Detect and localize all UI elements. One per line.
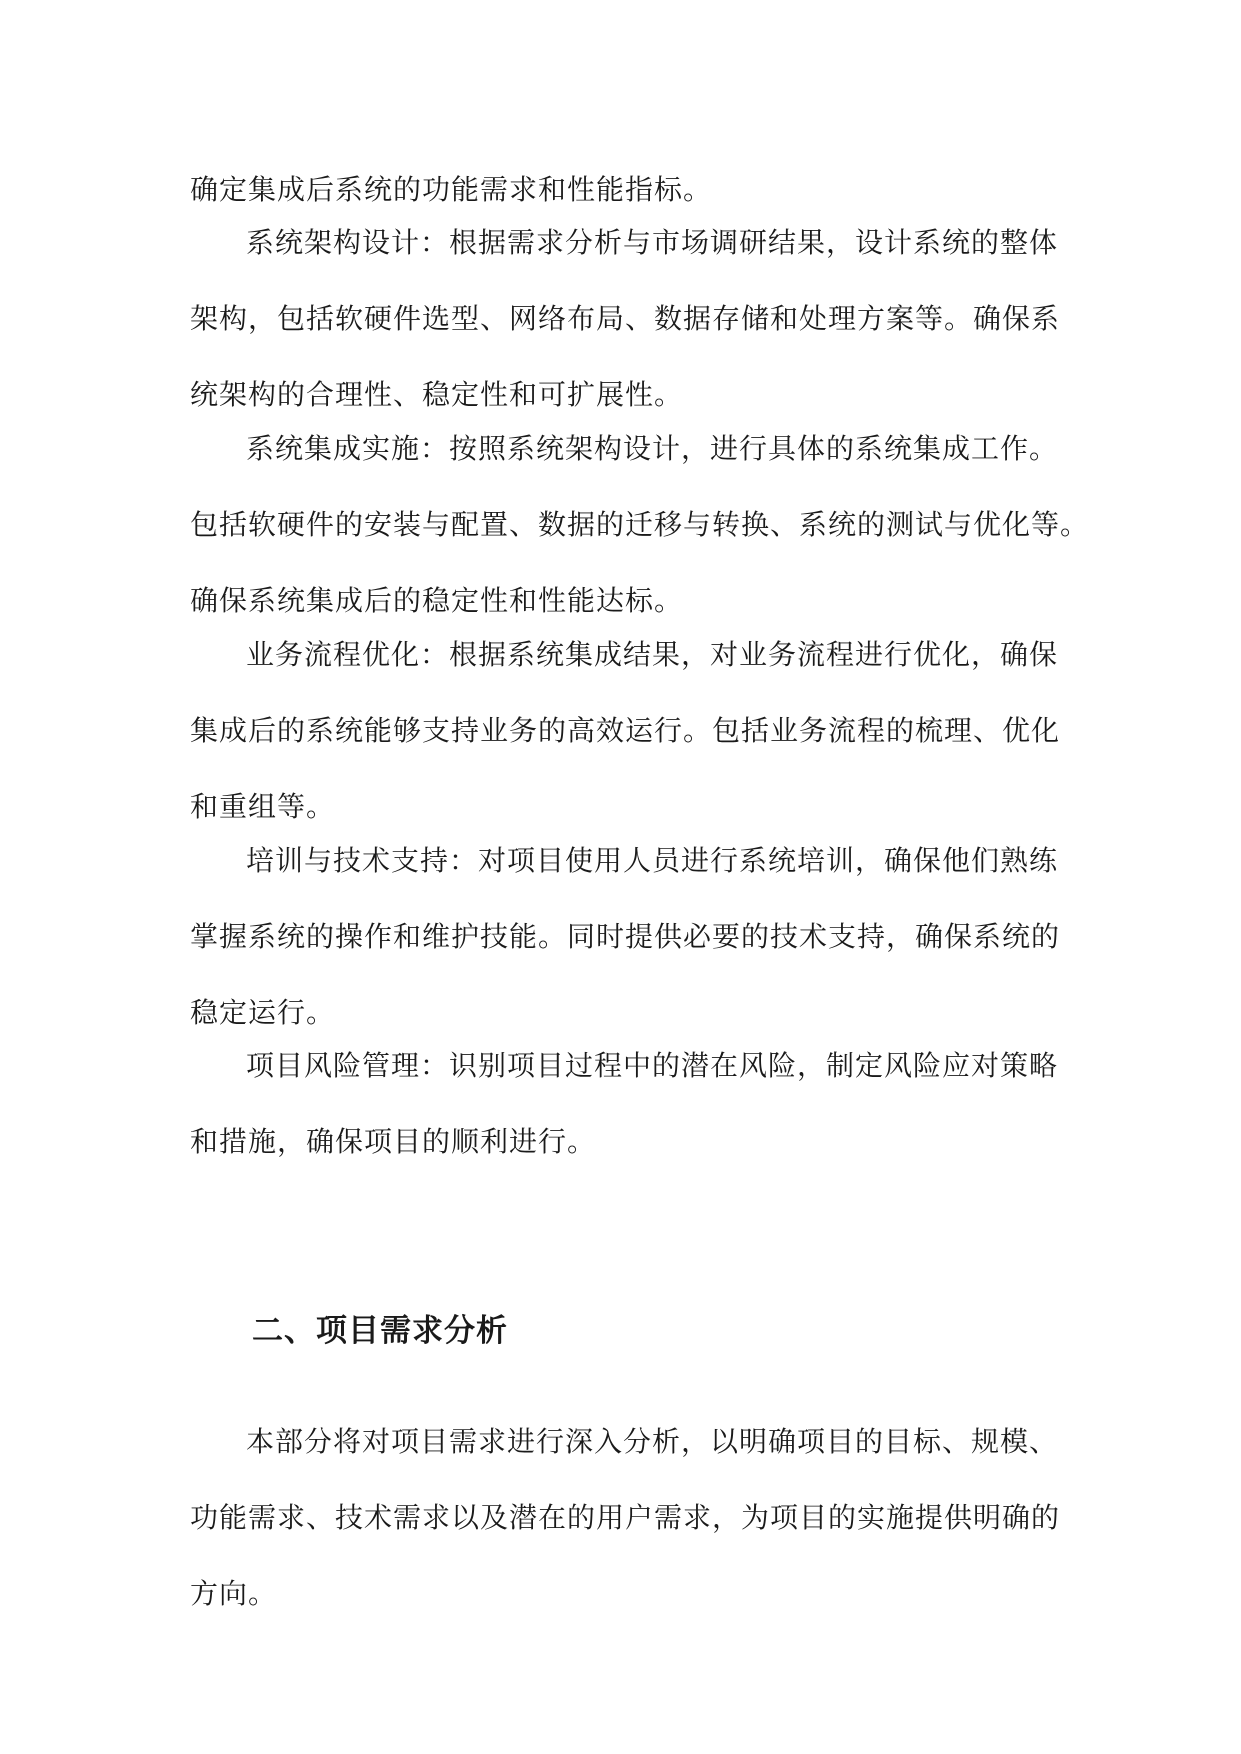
paragraph-risk-management — [190, 1028, 1060, 1180]
text-line: 本部分将对项目需求进行深入分析，以明确项目的目标、规模、 — [246, 1425, 1059, 1458]
text-line: 系统架构设计：根据需求分析与市场调研结果，设计系统的整体 — [246, 226, 1059, 259]
text-line: 和重组等。 — [190, 790, 336, 823]
text-line: 确定集成后系统的功能需求和性能指标。 — [190, 173, 713, 206]
text-line: 掌握系统的操作和维护技能。同时提供必要的技术支持，确保系统的 — [190, 920, 1061, 953]
paragraph-requirements-intro — [190, 1404, 1060, 1632]
text-line: 集成后的系统能够支持业务的高效运行。包括业务流程的梳理、优化 — [190, 714, 1061, 747]
text-line: 业务流程优化：根据系统集成结果，对业务流程进行优化，确保 — [246, 638, 1059, 671]
text-line: 统架构的合理性、稳定性和可扩展性。 — [190, 378, 684, 411]
text-line: 功能需求、技术需求以及潜在的用户需求，为项目的实施提供明确的 — [190, 1501, 1061, 1534]
text-line: 稳定运行。 — [190, 996, 336, 1029]
paragraph-system-integration — [190, 411, 1090, 639]
section-heading: 二、项目需求分析 — [252, 1313, 508, 1349]
text-line: 包括软硬件的安装与配置、数据的迁移与转换、系统的测试与优化等。 — [190, 508, 1090, 541]
text-line: 方向。 — [190, 1577, 278, 1610]
paragraph-training-support — [190, 823, 1060, 1051]
text-line: 确保系统集成后的稳定性和性能达标。 — [190, 584, 684, 617]
paragraph-process-optimization — [190, 617, 1060, 845]
text-line: 项目风险管理：识别项目过程中的潜在风险，制定风险应对策略 — [246, 1049, 1059, 1082]
text-line: 架构，包括软硬件选型、网络布局、数据存储和处理方案等。确保系 — [190, 302, 1061, 335]
text-line: 和措施，确保项目的顺利进行。 — [190, 1125, 597, 1158]
text-line: 系统集成实施：按照系统架构设计，进行具体的系统集成工作。 — [246, 432, 1059, 465]
text-line: 培训与技术支持：对项目使用人员进行系统培训，确保他们熟练 — [246, 844, 1059, 877]
paragraph-system-architecture — [190, 205, 1060, 433]
